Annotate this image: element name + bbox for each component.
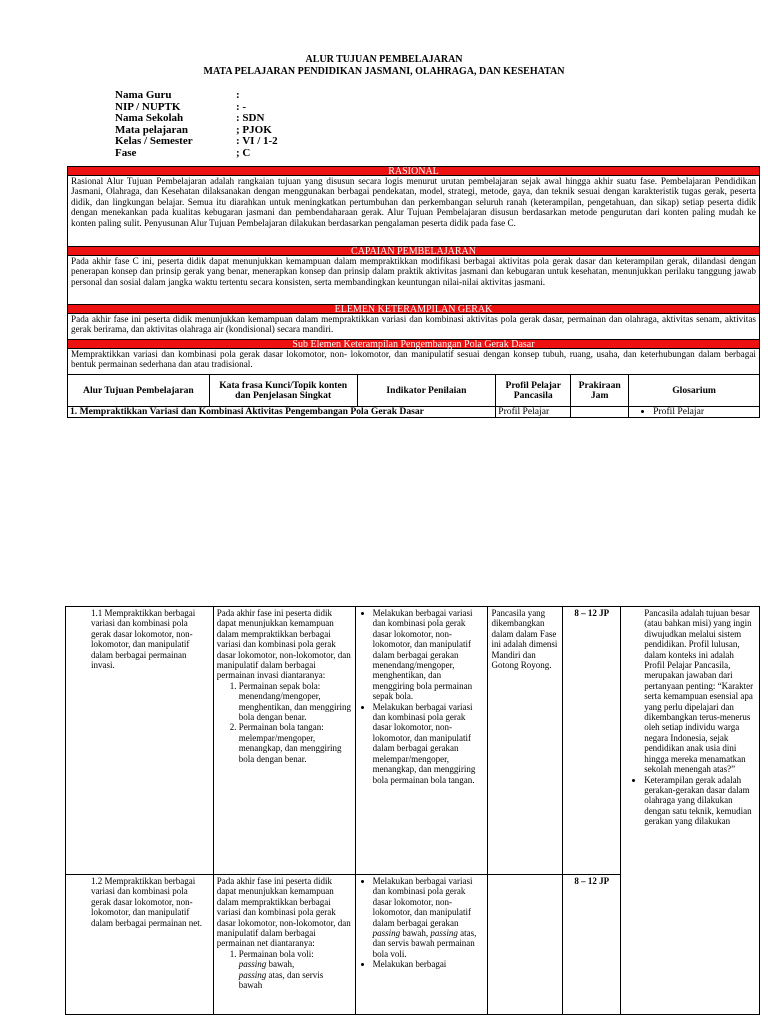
first-row-profil: Profil Pelajar [496, 407, 571, 418]
page-title: ALUR TUJUAN PEMBELAJARAN [305, 54, 463, 65]
list-item: • Melakukan berbagai variasi dan kombinasi pola gerak dasar lokomotor, non-lokomotor, dan manipulatif dalam berbagai gerakan menendang/mengoper, menghentikan, dan menggiring bola permainan sepak bola. [373, 608, 485, 702]
rasional-text: Rasional Alur Tujuan Pembelajaran adalah rangkaian tujuan yang disusun secara logis menurut urutan pembelajaran sejak awal hingga akhir suatu fase. Pembelajaran Pendidikan Jasmani, Olahraga, dan Kesehatan dilaksanakan dengan menggunakan berbagai pendekatan, model, strategi, metode, gaya, dan teknik sesuai dengan karakteristik tugas gerak, peserta didik, dan lingkungan belajar. Semua itu diarahkan untuk meningkatkan pertumbuhan dan perkembangan seluruh ranah (keterampilan, pengetahuan, dan sikap) setiap peserta didik dengan menekankan pada kualitas kebugaran jasmani dan pembendaharaan gerak. Alur Tujuan Pembelajaran disusun berdasarkan metode pengurutan dari konten paling mudah ke konten paling sulit. Penyusunan Alur Tujuan Pembelajaran dilakukan berdasarkan pengalaman peserta didik pada fase C. [67, 176, 760, 246]
list-item: • Melakukan berbagai [373, 959, 485, 969]
topik-1-2 [213, 875, 355, 1015]
info-value-nip: : - [236, 100, 247, 113]
section-band-rasional: RASIONAL [67, 166, 760, 176]
glosarium-cell [621, 607, 760, 1015]
info-label-kelas: Kelas / Semester [115, 135, 193, 147]
first-row-heading: 1. Mempraktikkan Variasi dan Kombinasi Aktivitas Pengembangan Pola Gerak Dasar [68, 407, 496, 418]
col-header-indikator: Indikator Penilaian [357, 375, 496, 407]
glosarium-item: • Keterampilan gerak adalah gerakan-gerakan dasar dalam olahraga yang dilakukan dengan satu teknik, kemudian gerakan yang dilakukan [644, 775, 756, 827]
info-label-nama-guru: Nama Guru [115, 89, 172, 101]
info-value-mapel: ; PJOK [236, 123, 272, 136]
col-header-profil: Profil Pelajar Pancasila [496, 375, 571, 407]
atp-1-1: 1.1 Mempraktikkan berbagai variasi dan kombinasi pola gerak dasar lokomotor, non-lokomotor, dan manipulatif dalam berbagai permainan invasi. [66, 607, 214, 875]
topik-1-2-list [217, 949, 352, 991]
col-header-jam: Prakiraan Jam [571, 375, 629, 407]
info-value-sekolah: : SDN [236, 112, 265, 124]
section-band-elemen: ELEMEN KETERAMPILAN GERAK [67, 304, 760, 314]
topik-1-1-list [217, 681, 352, 764]
list-item: • Melakukan berbagai variasi dan kombinasi pola gerak dasar lokomotor, non-lokomotor, dan manipulatif dalam berbagai gerakan melempar/mengoper, menangkap, dan menggiring bola permainan bola tangan. [373, 702, 485, 785]
capaian-text: Pada akhir fase C ini, peserta didik dapat menunjukkan kemampuan dalam mempraktikkan modifikasi berbagai aktivitas pola gerak dasar dan keterampilan gerak, dilandasi dengan penerapan konsep dan prinsip gerak yang benar, menerapkan konsep dan prinsip dalam praktik aktivitas jasmani dan kebugaran untuk kesehatan, menunjukkan perilaku tanggung jawab personal dan sosial dalam jangka waktu tertentu secara konsisten, serta membandingkan keuntungan nilai-nilai aktivitas jasmani. [67, 256, 760, 304]
info-value-fase: ; C [236, 146, 251, 159]
profil-1-2 [488, 875, 563, 1015]
info-label-fase: Fase [115, 146, 137, 159]
list-item: • Melakukan berbagai variasi dan kombinasi pola gerak dasar lokomotor, non-lokomotor, dan manipulatif dalam berbagai gerakan passing bawah, passing atas, dan servis bawah permainan bola voli. [373, 876, 485, 959]
sub-elemen-text: Mempraktikkan variasi dan kombinasi pola gerak dasar lokomotor, non- lokomotor, dan manipulatif sesuai dengan konsep tubuh, ruang, usaha, dan keterhubungan dalam berbagai bentuk permainan sederhana dan atau tradisional. [67, 349, 760, 374]
glosarium-text: Pancasila adalah tujuan besar (atau bahkan misi) yang ingin diwujudkan melalui sistem pendidikan. Profil lulusan, dalam konteks ini adalah Profil Pelajar Pancasila, merupakan jawaban dari pertanyaan penting: “Karakter serta kemampuan esensial apa yang perlu dipelajari dan dikembangkan terus-menerus oleh setiap individu warga negara Indonesia, sejak pendidikan anak usia dini hingga mereka menamatkan sekolah menengah atas?” [644, 608, 754, 775]
jam-1-2: 8 – 12 JP [563, 875, 621, 1015]
list-item: 1. Permainan bola voli: passing bawah, passing atas, dan servis bawah [239, 949, 352, 991]
page-subtitle: MATA PELAJARAN PENDIDIKAN JASMANI, OLAHRAGA, DAN KESEHATAN [203, 66, 565, 77]
atp-1-2-number: 1.2 [91, 876, 103, 886]
col-header-atp: Alur Tujuan Pembelajaran [68, 375, 210, 407]
section-band-capaian: CAPAIAN PEMBELAJARAN [67, 246, 760, 256]
first-row-jam [571, 407, 629, 418]
info-label-nip: NIP / NUPTK [115, 100, 181, 113]
list-item: 2. Permainan bola tangan: melempar/mengoper, menangkap, dan menggiring bola dengan benar. [239, 722, 352, 764]
info-label-sekolah: Nama Sekolah [115, 112, 184, 124]
indikator-1-1 [355, 607, 488, 875]
atp-header-table [67, 374, 760, 418]
info-value-nama-guru: : [236, 89, 240, 101]
topik-1-2-intro: Pada akhir fase ini peserta didik dapat menunjukkan kemampuan dalam mempraktikkan berbagai variasi dan kombinasi pola gerak dasar lokomotor, non-lokomotor, dan manipulatif dalam berbagai permainan net diantaranya: [216, 876, 351, 949]
atp-detail-table [65, 606, 760, 1015]
col-header-glosarium: Glosarium [629, 375, 760, 407]
indikator-1-2 [355, 875, 488, 1015]
profil-1-1: Pancasila yang dikembangkan dalam dalam Fase ini adalah dimensi Mandiri dan Gotong Royong. [488, 607, 563, 875]
glosarium-bullet: • Profil Pelajar [653, 407, 757, 417]
first-row-glosarium [629, 407, 760, 418]
atp-1-2-text: Mempraktikkan berbagai variasi dan kombinasi pola gerak dasar lokomotor, non-lokomotor, dan manipulatif dalam berbagai permainan net. [91, 876, 202, 928]
topik-1-1-intro: Pada akhir fase ini peserta didik dapat menunjukkan kemampuan dalam mempraktikkan berbagai variasi dan kombinasi pola gerak dasar lokomotor, non-lokomotor, dan manipulatif dalam berbagai permainan invasi diantaranya: [216, 608, 351, 681]
info-label-mapel: Mata pelajaran [115, 123, 189, 136]
topik-1-1 [213, 607, 355, 875]
section-band-sub-elemen: Sub Elemen Keterampilan Pengembangan Pola Gerak Dasar [67, 339, 760, 349]
list-item: 1. Permainan sepak bola: menendang/mengoper, menghentikan, dan menggiring bola dengan benar. [239, 681, 352, 723]
atp-1-2 [66, 875, 214, 1015]
col-header-topik: Kata frasa Kunci/Topik konten dan Penjelasan Singkat [209, 375, 357, 407]
elemen-text: Pada akhir fase ini peserta didik menunjukkan kemampuan dalam mempraktikkan variasi dan kombinasi aktivitas pola gerak dasar, permainan dan olahraga, aktivitas senam, aktivitas gerak berirama, dan aktivitas olahraga air (kondisional) secara mandiri. [67, 314, 760, 339]
info-value-kelas: : VI / 1-2 [236, 135, 278, 147]
jam-1-1: 8 – 12 JP [563, 607, 621, 875]
